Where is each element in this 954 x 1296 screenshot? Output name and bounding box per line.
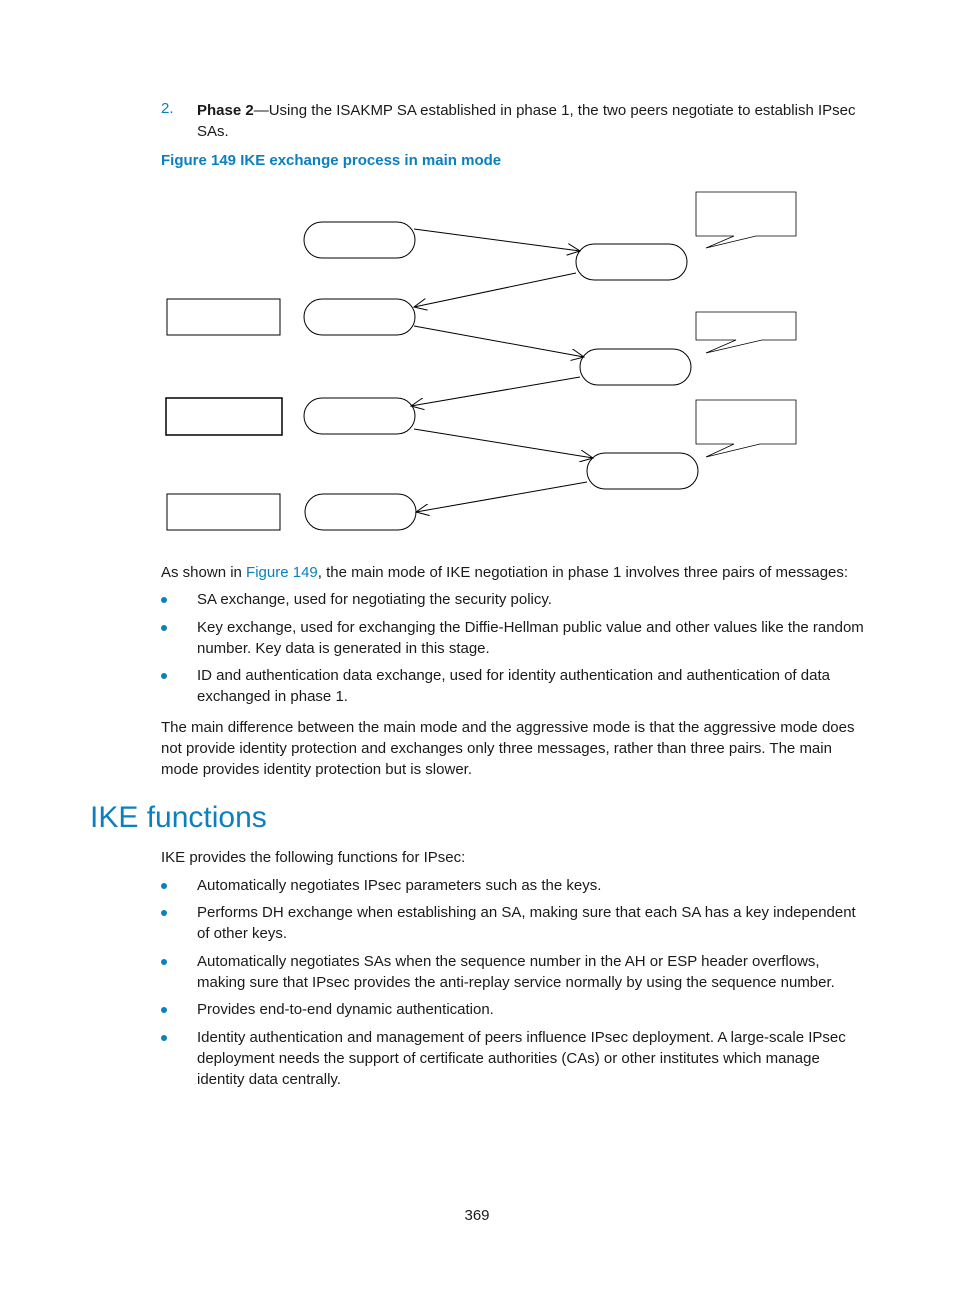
- arrow-to-initiator: [416, 482, 587, 512]
- callout: [696, 192, 796, 248]
- list-item: Automatically negotiates IPsec parameters such as the keys.: [197, 877, 602, 894]
- intro-text: As shown in: [161, 564, 247, 581]
- bullet-icon: [161, 959, 167, 965]
- initiator-stage-box: [167, 494, 280, 530]
- bullet-icon: [161, 1035, 167, 1041]
- initiator-message: [304, 299, 415, 335]
- list-item: ID and authentication data exchange, used for identity authentication and authentication of data exchanged in phase 1.: [197, 667, 830, 705]
- list-item: Provides end-to-end dynamic authentication.: [197, 1001, 494, 1018]
- intro-text-end: , the main mode of IKE negotiation in phase 1 involves three pairs of messages:: [317, 564, 849, 581]
- bullet-icon: [161, 625, 167, 631]
- list-item: Performs DH exchange when establishing an SA, making sure that each SA has a key independent of other keys.: [197, 904, 856, 942]
- step-number: 2.: [161, 100, 174, 117]
- bullet-icon: [161, 910, 167, 916]
- list-item: Key exchange, used for exchanging the Diffie-Hellman public value and other values like the random number. Key data is generated in this stage.: [197, 619, 864, 657]
- list-item: Automatically negotiates SAs when the sequence number in the AH or ESP header overflows, making sure that IPsec provides the anti-replay service normally by using the sequence number.: [197, 953, 835, 991]
- figure-caption: Figure 149 IKE exchange process in main mode: [161, 152, 502, 169]
- ike-main-mode-diagram: [0, 0, 954, 560]
- arrow-to-responder: [414, 229, 580, 251]
- step-term: Phase 2: [197, 102, 254, 119]
- step-description: —Using the ISAKMP SA established in phase 1, the two peers negotiate to establish IPsec SAs.: [197, 102, 856, 140]
- initiator-stage-box: [167, 299, 280, 335]
- arrow-to-initiator: [411, 377, 580, 406]
- page-number: 369: [464, 1207, 490, 1224]
- difference-paragraph: The main difference between the main mode and the aggressive mode is that the aggressive mode does not provide identity protection and exchanges only three messages, rather than three pairs. The main mode provides identity protection but is slower.: [161, 719, 855, 778]
- initiator-message: [304, 398, 415, 434]
- callout: [696, 400, 796, 457]
- bullet-icon: [161, 597, 167, 603]
- responder-message: [576, 244, 687, 280]
- initiator-message: [305, 494, 416, 530]
- initiator-stage-box: [166, 398, 282, 435]
- section-intro: IKE provides the following functions for IPsec:: [161, 849, 466, 866]
- arrow-to-responder: [414, 326, 584, 357]
- responder-message: [580, 349, 691, 385]
- intro-paragraph: [161, 562, 871, 583]
- callout: [696, 312, 796, 353]
- arrow-to-initiator: [414, 273, 576, 307]
- bullet-icon: [161, 673, 167, 679]
- list-item: Identity authentication and management of peers influence IPsec deployment. A large-scale IPsec deployment needs the support of certificate authorities (CAs) or other institutes which manage identity data centrally.: [197, 1029, 846, 1088]
- bullet-icon: [161, 1007, 167, 1013]
- list-item: SA exchange, used for negotiating the security policy.: [197, 591, 552, 608]
- initiator-message: [304, 222, 415, 258]
- responder-message: [587, 453, 698, 489]
- section-title: IKE functions: [90, 801, 267, 834]
- figure-link[interactable]: Figure 149: [246, 564, 318, 581]
- arrow-to-responder: [414, 429, 593, 458]
- bullet-icon: [161, 883, 167, 889]
